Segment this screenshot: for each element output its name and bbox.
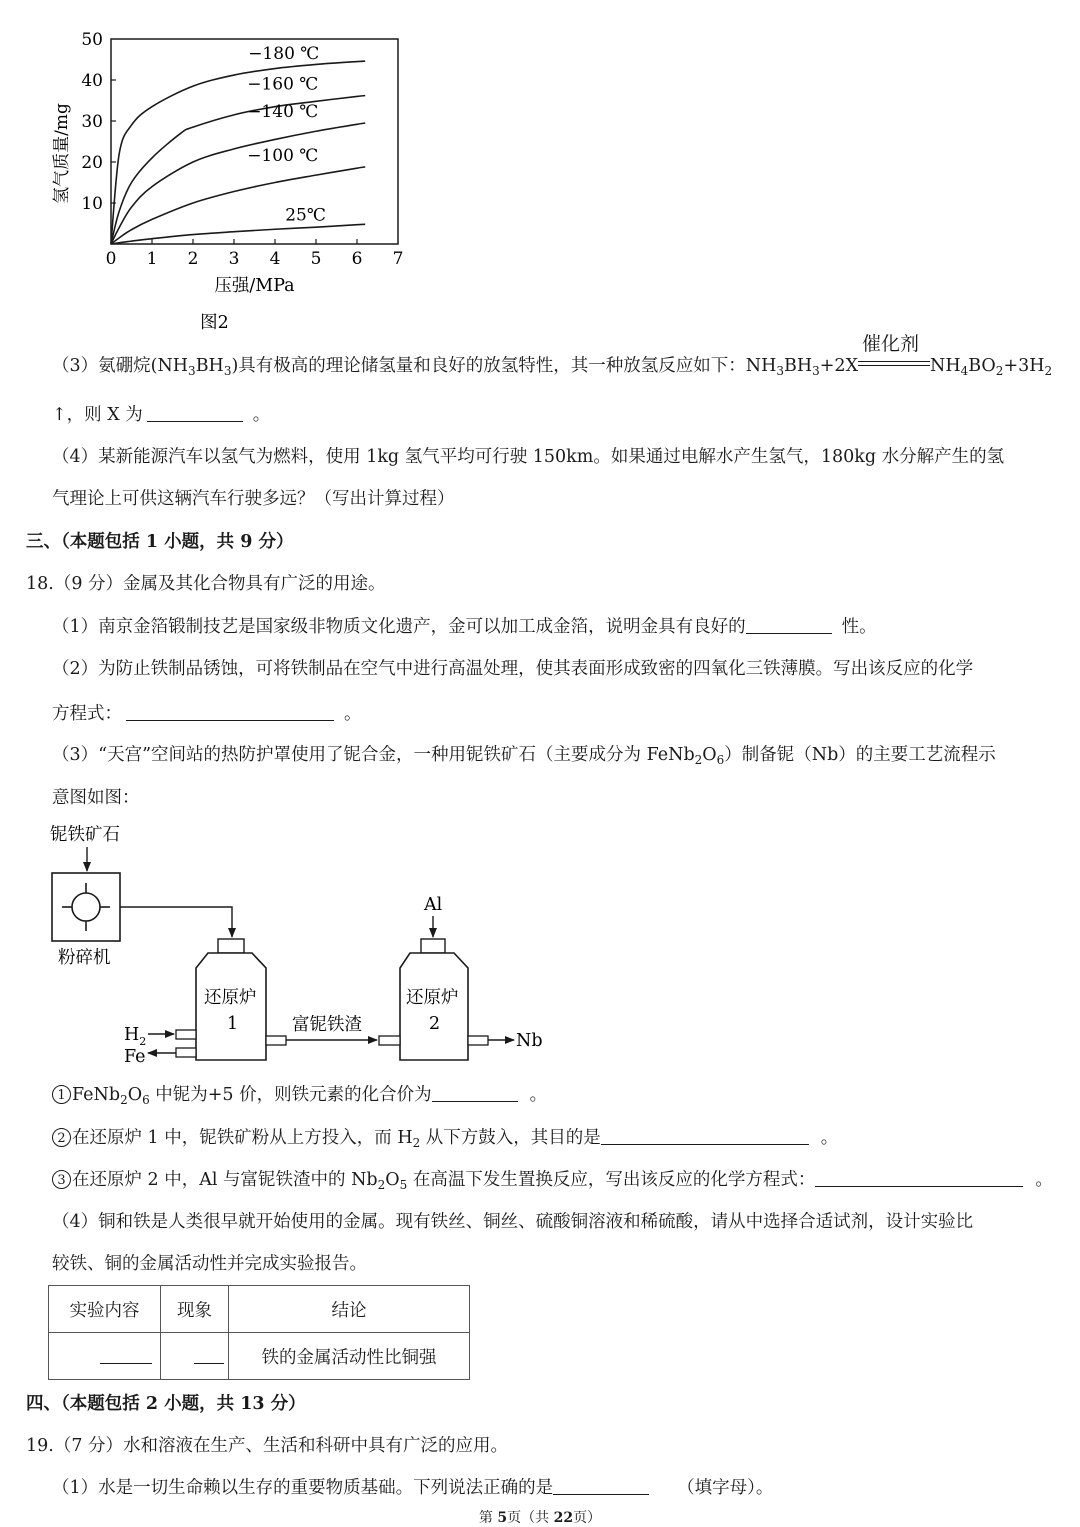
total-pages: 22	[553, 1510, 574, 1526]
section-4-heading: 四、（本题包括 2 小题，共 13 分）	[26, 1394, 306, 1414]
q18-part3-line1: （3）“天宫”空间站的热防护罩使用了铌合金，一种用铌铁矿石（主要成分为 $FeNb_2O_6$）制备铌（Nb）的主要工艺流程示	[52, 745, 996, 767]
answer-blank-x[interactable]	[147, 403, 243, 422]
answer-blank-water[interactable]	[553, 1476, 649, 1495]
q18-part2-line2: 方程式： 。	[52, 704, 362, 724]
crusher-to-furnace1-arrow	[120, 907, 232, 937]
fe-output-label: Fe	[124, 1047, 146, 1067]
q17-part3-line2: ↑，则 X 为 。	[52, 405, 271, 425]
header-phenomenon: 现象	[161, 1286, 229, 1333]
y-tick-label: 10	[81, 194, 103, 214]
series-line	[111, 61, 365, 244]
q17-part3-line1: （3）氨硼烷$(NH_3BH_3)$具有极高的理论储氢量和良好的放氢特性，其一种放氢反应如下：$NH_3BH_3+2X$ 催化剂 $NH_4BO_2+3H_2$	[52, 333, 1053, 378]
q19-part1: （1）水是一切生命赖以生存的重要物质基础。下列说法正确的是 （填字母）。	[52, 1478, 774, 1498]
page-number: 5	[497, 1510, 508, 1526]
furnace2-label: 还原炉	[406, 988, 459, 1008]
series-label: −140 ℃	[247, 102, 319, 123]
niobium-process-flow-diagram	[40, 818, 560, 1078]
furnace1-label: 还原炉	[204, 988, 257, 1008]
answer-blank-equation-fe3o4[interactable]	[126, 702, 334, 721]
chart-axes	[111, 39, 398, 244]
q18-part3-line2: 意图如图：	[52, 788, 140, 808]
q18-sub3: 3 在还原炉 2 中，Al 与富铌铁渣中的 $Nb_2O_5$ 在高温下发生置换反应，写出该反应的化学方程式： 。	[52, 1168, 1053, 1192]
y-axis-label: 氢气质量/mg	[52, 103, 72, 204]
q18-part4-line2: 较铁、铜的金属活动性并完成实验报告。	[52, 1254, 367, 1274]
series-label: −180 ℃	[248, 44, 320, 65]
x-tick-label: 3	[228, 249, 240, 269]
series-line	[111, 96, 365, 244]
q18-part2-line1: （2）为防止铁制品锈蚀，可将铁制品在空气中进行高温处理，使其表面形成致密的四氧化三铁薄膜。写出该反应的化学	[52, 659, 974, 679]
figure-caption: 图2	[200, 313, 229, 333]
x-tick-label: 2	[187, 249, 199, 269]
circled-number-3: 3	[52, 1170, 71, 1189]
plot-frame	[111, 39, 398, 244]
x-tick-label: 4	[269, 249, 281, 269]
header-conclusion: 结论	[229, 1286, 470, 1333]
cell-experiment-content	[49, 1333, 161, 1380]
series-label: 25℃	[285, 205, 326, 226]
x-tick-label: 7	[392, 249, 404, 269]
q18-part4-line1: （4）铜和铁是人类很早就开始使用的金属。现有铁丝、铜丝、硫酸铜溶液和稀硫酸，请从中选择合适试剂，设计实验比	[52, 1212, 974, 1232]
header-experiment-content: 实验内容	[49, 1286, 161, 1333]
furnace1-number: 1	[227, 1014, 239, 1034]
page-footer: 第 5页（共 22页）	[478, 1510, 602, 1526]
y-tick-label: 30	[81, 112, 103, 132]
x-axis-label: 压强/MPa	[214, 276, 295, 296]
series-label: −100 ℃	[247, 145, 319, 166]
y-tick-label: 20	[81, 153, 103, 173]
series-label: −160 ℃	[247, 74, 319, 95]
answer-blank-equation-nb[interactable]	[815, 1168, 1023, 1187]
crusher-label: 粉碎机	[58, 948, 111, 968]
x-tick-label: 1	[146, 249, 158, 269]
answer-blank-fe-valence[interactable]	[432, 1083, 518, 1102]
h2-input-label: $H_2$	[124, 1025, 147, 1048]
section-3-heading: 三、（本题包括 1 小题，共 9 分）	[26, 532, 294, 552]
q18-sub1: 1 $FeNb_2O_6$ 中铌为+5 价，则铁元素的化合价为 。	[52, 1083, 547, 1107]
x-tick-label: 5	[310, 249, 322, 269]
series-line	[111, 224, 365, 244]
ore-label: 铌铁矿石	[50, 825, 120, 845]
catalyst-label: 催化剂	[862, 333, 920, 355]
slag-label: 富铌铁渣	[292, 1015, 362, 1035]
hydrogen-mass-pressure-chart	[40, 25, 440, 345]
y-tick-label: 40	[81, 71, 103, 91]
cell-conclusion: 铁的金属活动性比铜强	[229, 1333, 470, 1380]
q17-part4-line2: 气理论上可供这辆汽车行驶多远？（写出计算过程）	[52, 489, 455, 509]
furnace2-number: 2	[429, 1014, 441, 1034]
y-tick-label: 50	[81, 30, 103, 50]
cell-phenomenon	[161, 1333, 229, 1380]
series-line	[111, 167, 365, 244]
catalyst-reaction-condition	[858, 333, 930, 378]
q18-heading: 18.（9 分）金属及其化合物具有广泛的用途。	[26, 574, 386, 594]
experiment-report-table	[48, 1285, 470, 1380]
answer-blank-property[interactable]	[746, 615, 832, 634]
answer-blank-phenomenon[interactable]	[194, 1345, 224, 1364]
q18-part1: （1）南京金箔锻制技艺是国家级非物质文化遗产，金可以加工成金箔，说明金具有良好的 性。	[52, 617, 877, 637]
answer-blank-experiment[interactable]	[100, 1345, 152, 1364]
x-tick-label: 6	[351, 249, 363, 269]
chart-series	[111, 61, 365, 244]
q17-part4-line1: （4）某新能源汽车以氢气为燃料，使用 1kg 氢气平均可行驶 150km。如果通过电解水产生氢气，180kg 水分解产生的氢	[52, 447, 1005, 467]
nb-output-label: Nb	[516, 1031, 543, 1051]
answer-blank-purpose[interactable]	[601, 1126, 809, 1145]
circled-number-1: 1	[52, 1085, 71, 1104]
q18-sub2: 2 在还原炉 1 中，铌铁矿粉从上方投入，而 $H_2$ 从下方鼓入，其目的是 。	[52, 1126, 838, 1150]
circled-number-2: 2	[52, 1128, 71, 1147]
q19-heading: 19.（7 分）水和溶液在生产、生活和科研中具有广泛的应用。	[26, 1436, 509, 1456]
crusher-machine	[52, 873, 120, 941]
table-row	[49, 1333, 470, 1380]
x-tick-label: 0	[105, 249, 117, 269]
chart-labels	[52, 30, 403, 333]
table-header-row	[49, 1286, 470, 1333]
al-input-label: Al	[424, 895, 443, 915]
